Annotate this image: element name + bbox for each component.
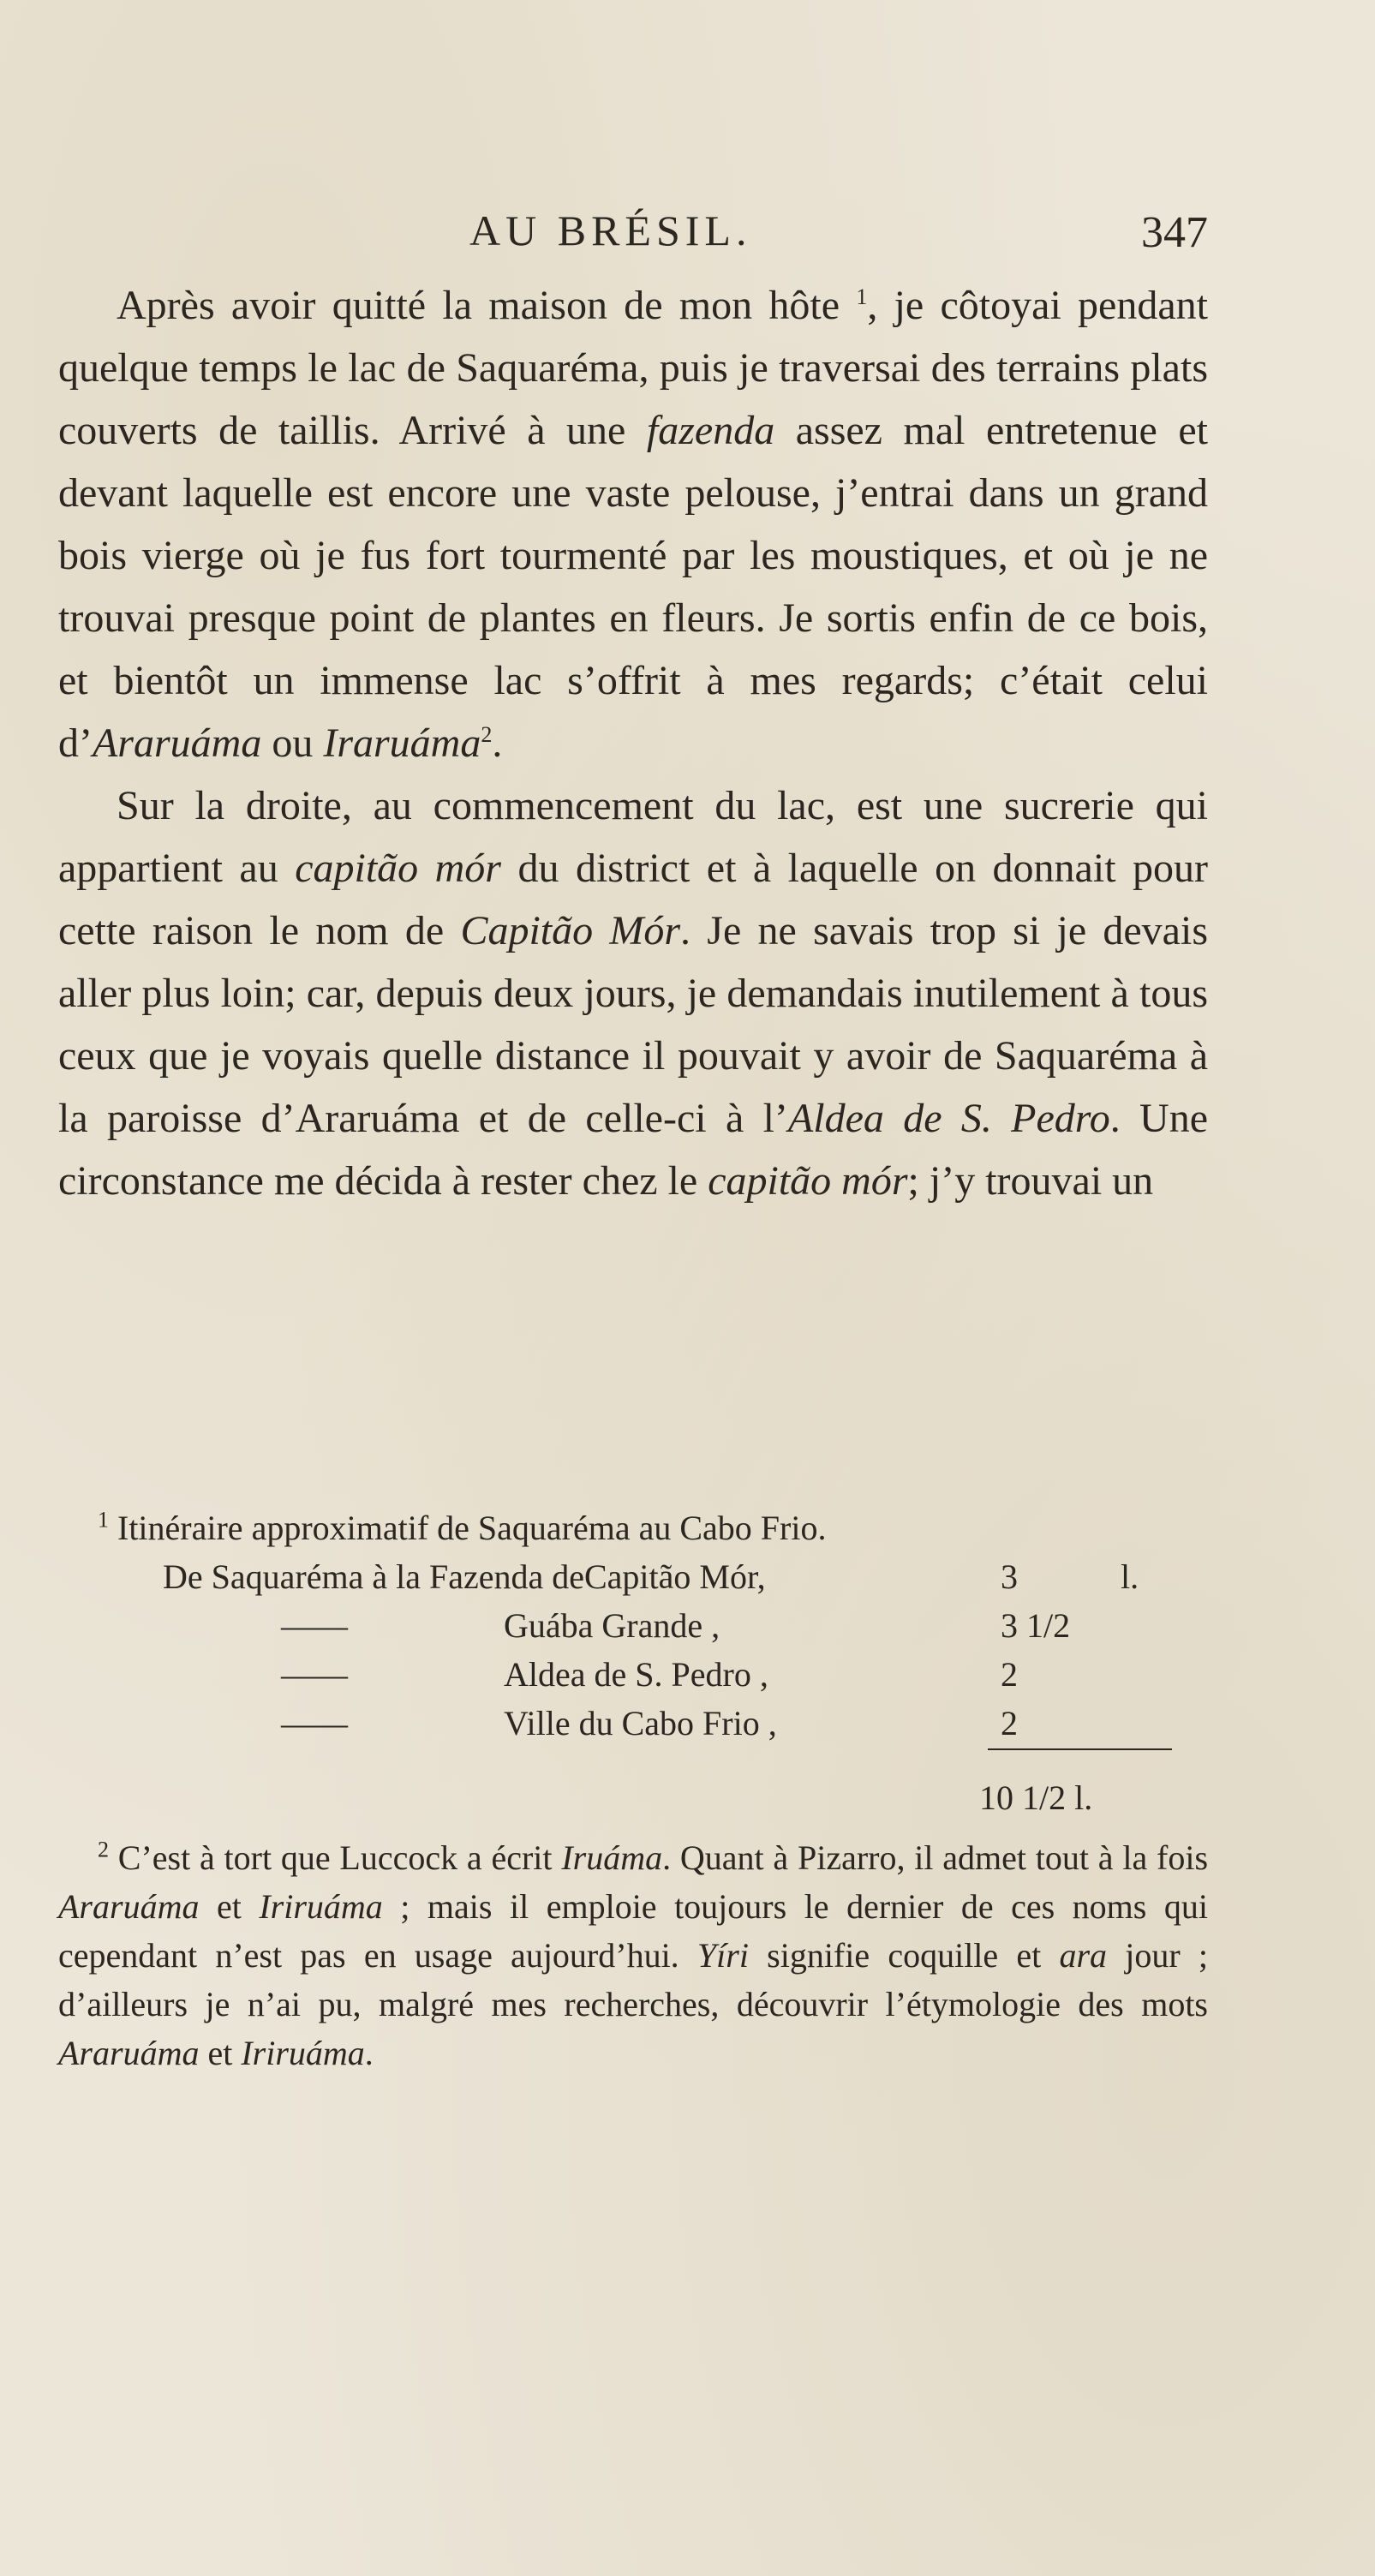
paragraph-1: Après avoir quitté la maison de mon hôte $^1$, je côtoyai pendant quelque temps le lac de Saquaréma, puis je traversai des terrains plats couverts de taillis. Arrivé à une fazenda assez mal entretenue et devant laquelle est encore une vaste pelouse, j’entrai dans un grand bois vierge où je fus fort tourmenté par les moustiques, et où je ne trouvai presque point de plantes en fleurs. Je sortis enfin de ce bois, et bientôt un immense lac s’offrit à mes regards; c’était celui d’Araruáma ou Iraruáma$^2$. (58, 283, 1209, 766)
page-number: 347 (1141, 208, 1208, 257)
footnote-ref-1[interactable]: 1 (856, 284, 868, 309)
main-text (58, 274, 1208, 1212)
footnotes (58, 1503, 1208, 2077)
footnote-ref-2[interactable]: 2 (481, 722, 493, 747)
itinerary-row: —— Guába Grande , 3 1/2 (281, 1606, 1071, 1645)
footnote-1-title: $^1$ Itinéraire approximatif de Saquaréma au Cabo Frio. (98, 1507, 827, 1547)
running-title: AU BRÉSIL. (469, 206, 752, 254)
paragraph-2: Sur la droite, au commencement du lac, est une sucrerie qui appartient au capitão mór du district et à laquelle on donnait pour cette raison le nom de Capitão Mór. Je ne savais trop si je devais aller plus loin; car, depuis deux jours, je demandais inutilement à tous ceux que je voyais quelle distance il pouvait y avoir de Saquaréma à la paroisse d’Araruáma et de celle-ci à l’Aldea de S. Pedro. Une circonstance me décida à rester chez le capitão mór; j’y trouvai un (58, 783, 1209, 1204)
itinerary-row: De Saquaréma à la Fazenda deCapitão Mór, 3 l. (163, 1557, 1139, 1596)
footnote-1-marker: 1 (98, 1507, 109, 1533)
page-header (58, 206, 1208, 266)
footnote-2: $^2$ C’est à tort que Luccock a écrit Iruáma. Quant à Pizarro, il admet tout à la fois Araruáma et Iriruáma ; mais il emploie toujours le dernier de ces noms qui cependant n’est pas en usage aujourd’hui. Yíri signifie coquille et ara jour ; d’ailleurs je n’ai pu, malgré mes recherches, découvrir l’étymologie des mots Araruáma et Iriruáma. (58, 1837, 1209, 2072)
itinerary-total: 10 1/2 l. (979, 1778, 1093, 1817)
itinerary-table (58, 1552, 1208, 1833)
itinerary-row: —— Aldea de S. Pedro , 2 (281, 1655, 1018, 1694)
itinerary-row: —— Ville du Cabo Frio , 2 (58, 1699, 1208, 1748)
footnote-2-marker: 2 (98, 1837, 109, 1862)
